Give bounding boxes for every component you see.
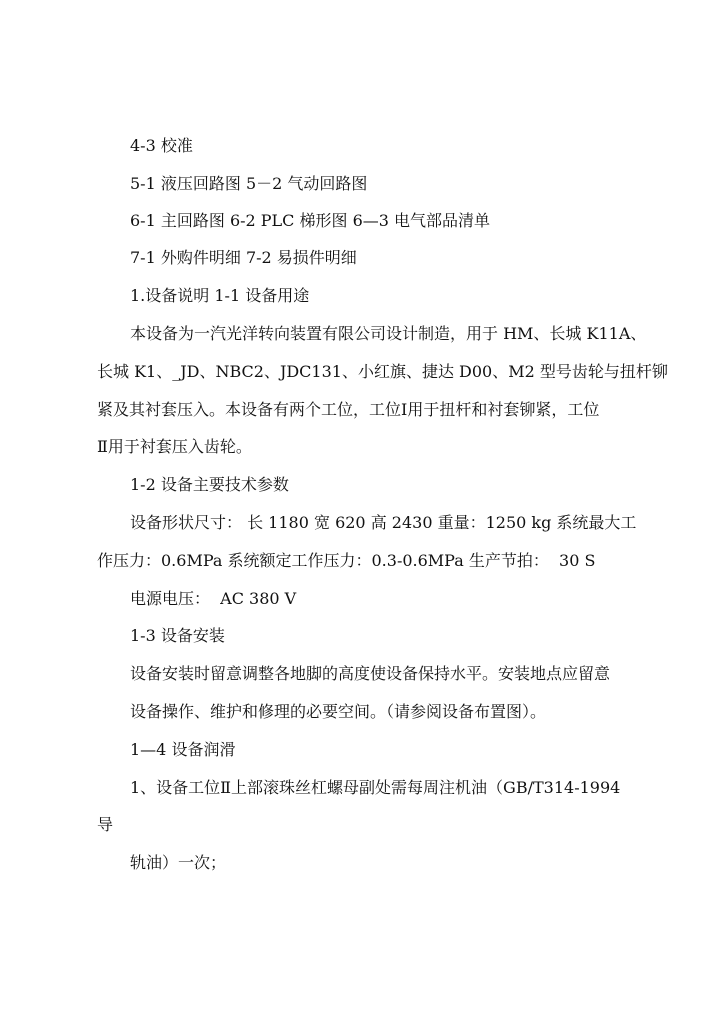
toc-line-circuit-diagrams: 5-1 液压回路图 5－2 气动回路图	[130, 174, 368, 193]
section-heading-equipment-description: 1.设备说明 1-1 设备用途	[130, 286, 310, 305]
paragraph-line: 电源电压： AC 380 V	[130, 589, 297, 608]
section-heading-technical-parameters: 1-2 设备主要技术参数	[130, 475, 289, 494]
paragraph-line: 紧及其衬套压入。本设备有两个工位，工位Ⅰ用于扭杆和衬套铆紧，工位	[97, 400, 600, 419]
paragraph-line: 设备形状尺寸： 长 1180 宽 620 高 2430 重量：1250 kg 系统最大工	[130, 513, 637, 532]
paragraph-line: 设备操作、维护和修理的必要空间。（请参阅设备布置图）。	[130, 702, 547, 721]
paragraph-line: 1、设备工位Ⅱ上部滚珠丝杠螺母副处需每周注机油（GB/T314-1994	[130, 778, 621, 797]
paragraph-line: Ⅱ用于衬套压入齿轮。	[97, 437, 252, 456]
paragraph-line: 设备安装时留意调整各地脚的高度使设备保持水平。安装地点应留意	[130, 664, 611, 683]
paragraph-line: 轨油）一次；	[130, 853, 227, 872]
paragraph-line: 长城 K1、_JD、NBC2、JDC131、小红旗、捷达 D00、M2 型号齿轮与扭杆铆	[97, 362, 668, 381]
toc-line-electrical: 6-1 主回路图 6-2 PLC 梯形图 6—3 电气部品清单	[130, 211, 491, 230]
section-heading-lubrication: 1—4 设备润滑	[130, 740, 236, 759]
toc-line-calibration: 4-3 校准	[130, 136, 193, 155]
paragraph-line: 导	[97, 815, 114, 834]
paragraph-line: 本设备为一汽光洋转向装置有限公司设计制造，用于 HM、长城 K11A、	[130, 324, 647, 343]
paragraph-line: 作压力：0.6MPa 系统额定工作压力：0.3-0.6MPa 生产节拍： 30 S	[97, 551, 596, 570]
section-heading-installation: 1-3 设备安装	[130, 626, 225, 645]
toc-line-parts: 7-1 外购件明细 7-2 易损件明细	[130, 248, 357, 267]
